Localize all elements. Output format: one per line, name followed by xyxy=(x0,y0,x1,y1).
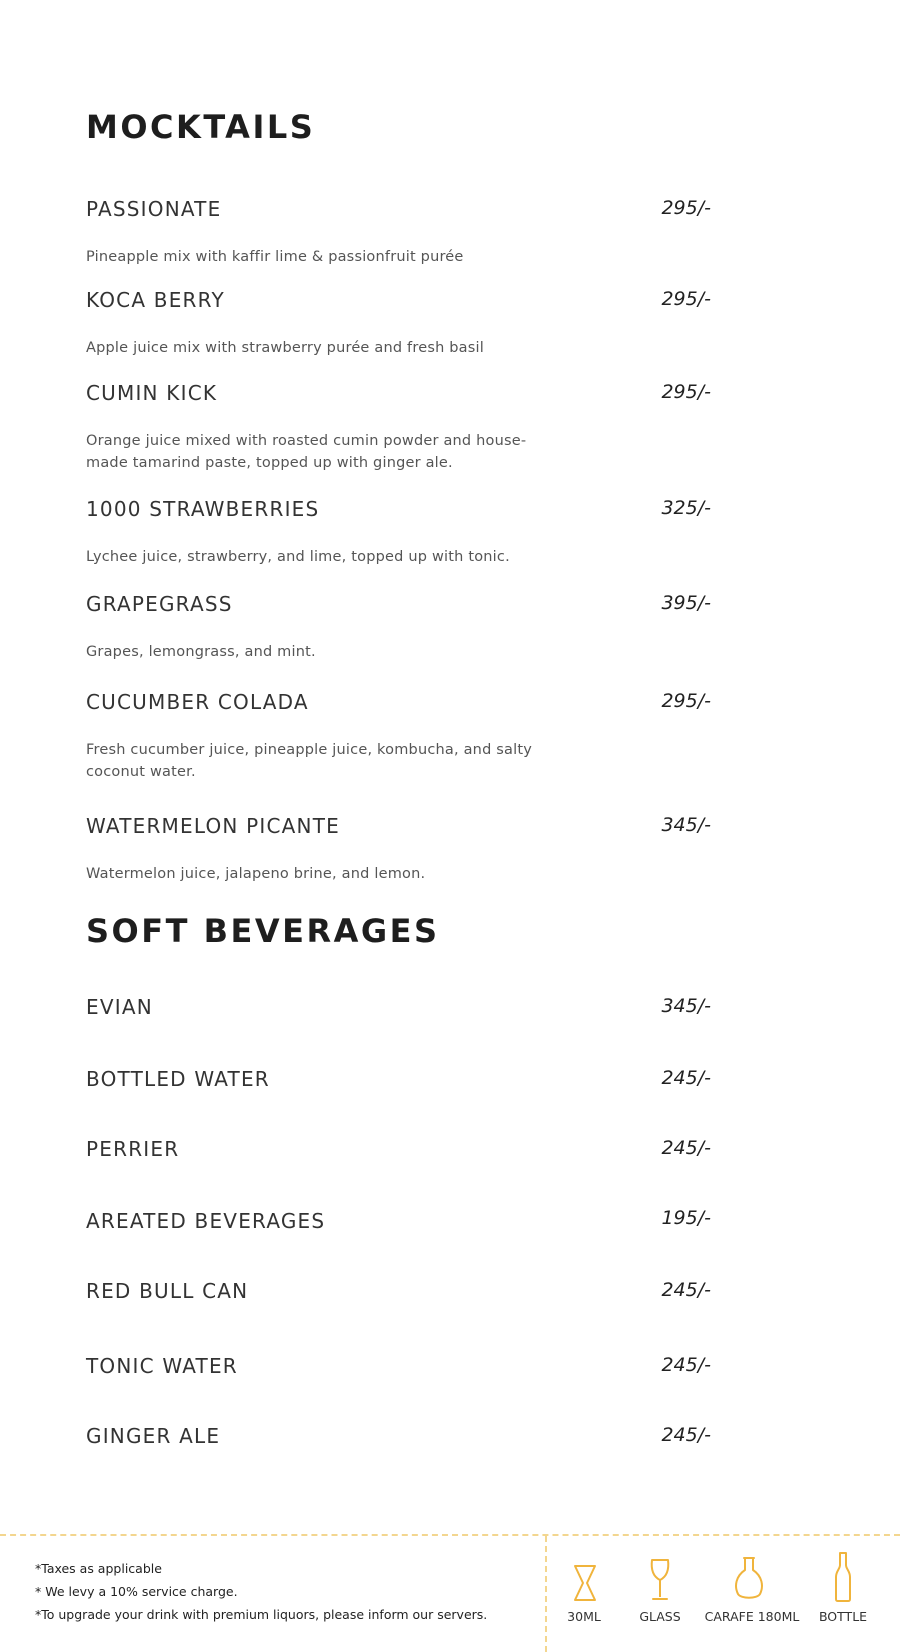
menu-item-name: BOTTLED WATER xyxy=(86,1067,270,1091)
footer-note: *Taxes as applicable xyxy=(35,1561,162,1576)
menu-item-price: 245/- xyxy=(661,1279,711,1301)
menu-item-name: CUCUMBER COLADA xyxy=(86,690,309,714)
menu-item-name: 1000 STRAWBERRIES xyxy=(86,497,320,521)
footer-divider xyxy=(545,1536,547,1652)
menu-item-name: TONIC WATER xyxy=(86,1354,238,1378)
menu-item-name: PERRIER xyxy=(86,1137,180,1161)
menu-item-name: CUMIN KICK xyxy=(86,381,218,405)
wine-glass-icon xyxy=(646,1558,674,1602)
bottle-icon xyxy=(832,1551,854,1603)
menu-item-name: GINGER ALE xyxy=(86,1424,221,1448)
menu-item-name: PASSIONATE xyxy=(86,197,222,221)
menu-item-price: 345/- xyxy=(661,814,711,836)
menu-item-price: 195/- xyxy=(661,1207,711,1229)
menu-item-name: WATERMELON PICANTE xyxy=(86,814,340,838)
section-title-mocktails: MOCKTAILS xyxy=(86,108,316,146)
size-label-30ml: 30ML xyxy=(567,1609,601,1624)
menu-item-description: Orange juice mixed with roasted cumin powder and house-made tamarind paste, topped up with ginger ale. xyxy=(86,433,527,471)
size-label-bottle: BOTTLE xyxy=(818,1609,868,1624)
menu-item-price: 295/- xyxy=(661,288,711,310)
menu-item-name: EVIAN xyxy=(86,995,153,1019)
menu-item-price: 295/- xyxy=(661,690,711,712)
menu-item-price: 245/- xyxy=(661,1424,711,1446)
footer-note: *To upgrade your drink with premium liquors, please inform our servers. xyxy=(35,1607,488,1622)
menu-item-price: 245/- xyxy=(661,1354,711,1376)
menu-item-name: GRAPEGRASS xyxy=(86,592,233,616)
size-label-carafe: CARAFE 180ML xyxy=(704,1609,800,1624)
menu-item-price: 295/- xyxy=(661,381,711,403)
menu-item-price: 245/- xyxy=(661,1067,711,1089)
menu-item-name: KOCA BERRY xyxy=(86,288,225,312)
menu-item-price: 325/- xyxy=(661,497,711,519)
menu-item-price: 395/- xyxy=(661,592,711,614)
size-label-glass: GLASS xyxy=(639,1609,681,1624)
carafe-icon xyxy=(732,1556,766,1602)
menu-item-description: Pineapple mix with kaffir lime & passionfruit purée xyxy=(86,249,464,265)
footer-note: * We levy a 10% service charge. xyxy=(35,1584,238,1599)
menu-item-name: AREATED BEVERAGES xyxy=(86,1209,326,1233)
section-title-soft-beverages: SOFT BEVERAGES xyxy=(86,912,440,950)
menu-item-name: RED BULL CAN xyxy=(86,1279,249,1303)
jigger-icon xyxy=(570,1564,600,1602)
menu-item-description: Fresh cucumber juice, pineapple juice, kombucha, and salty coconut water. xyxy=(86,742,533,780)
menu-item-price: 245/- xyxy=(661,1137,711,1159)
menu-item-description: Watermelon juice, jalapeno brine, and lemon. xyxy=(86,866,426,882)
menu-item-price: 295/- xyxy=(661,197,711,219)
menu-item-description: Apple juice mix with strawberry purée and fresh basil xyxy=(86,340,484,356)
menu-item-description: Lychee juice, strawberry, and lime, topped up with tonic. xyxy=(86,549,510,565)
menu-item-price: 345/- xyxy=(661,995,711,1017)
menu-item-description: Grapes, lemongrass, and mint. xyxy=(86,644,316,660)
